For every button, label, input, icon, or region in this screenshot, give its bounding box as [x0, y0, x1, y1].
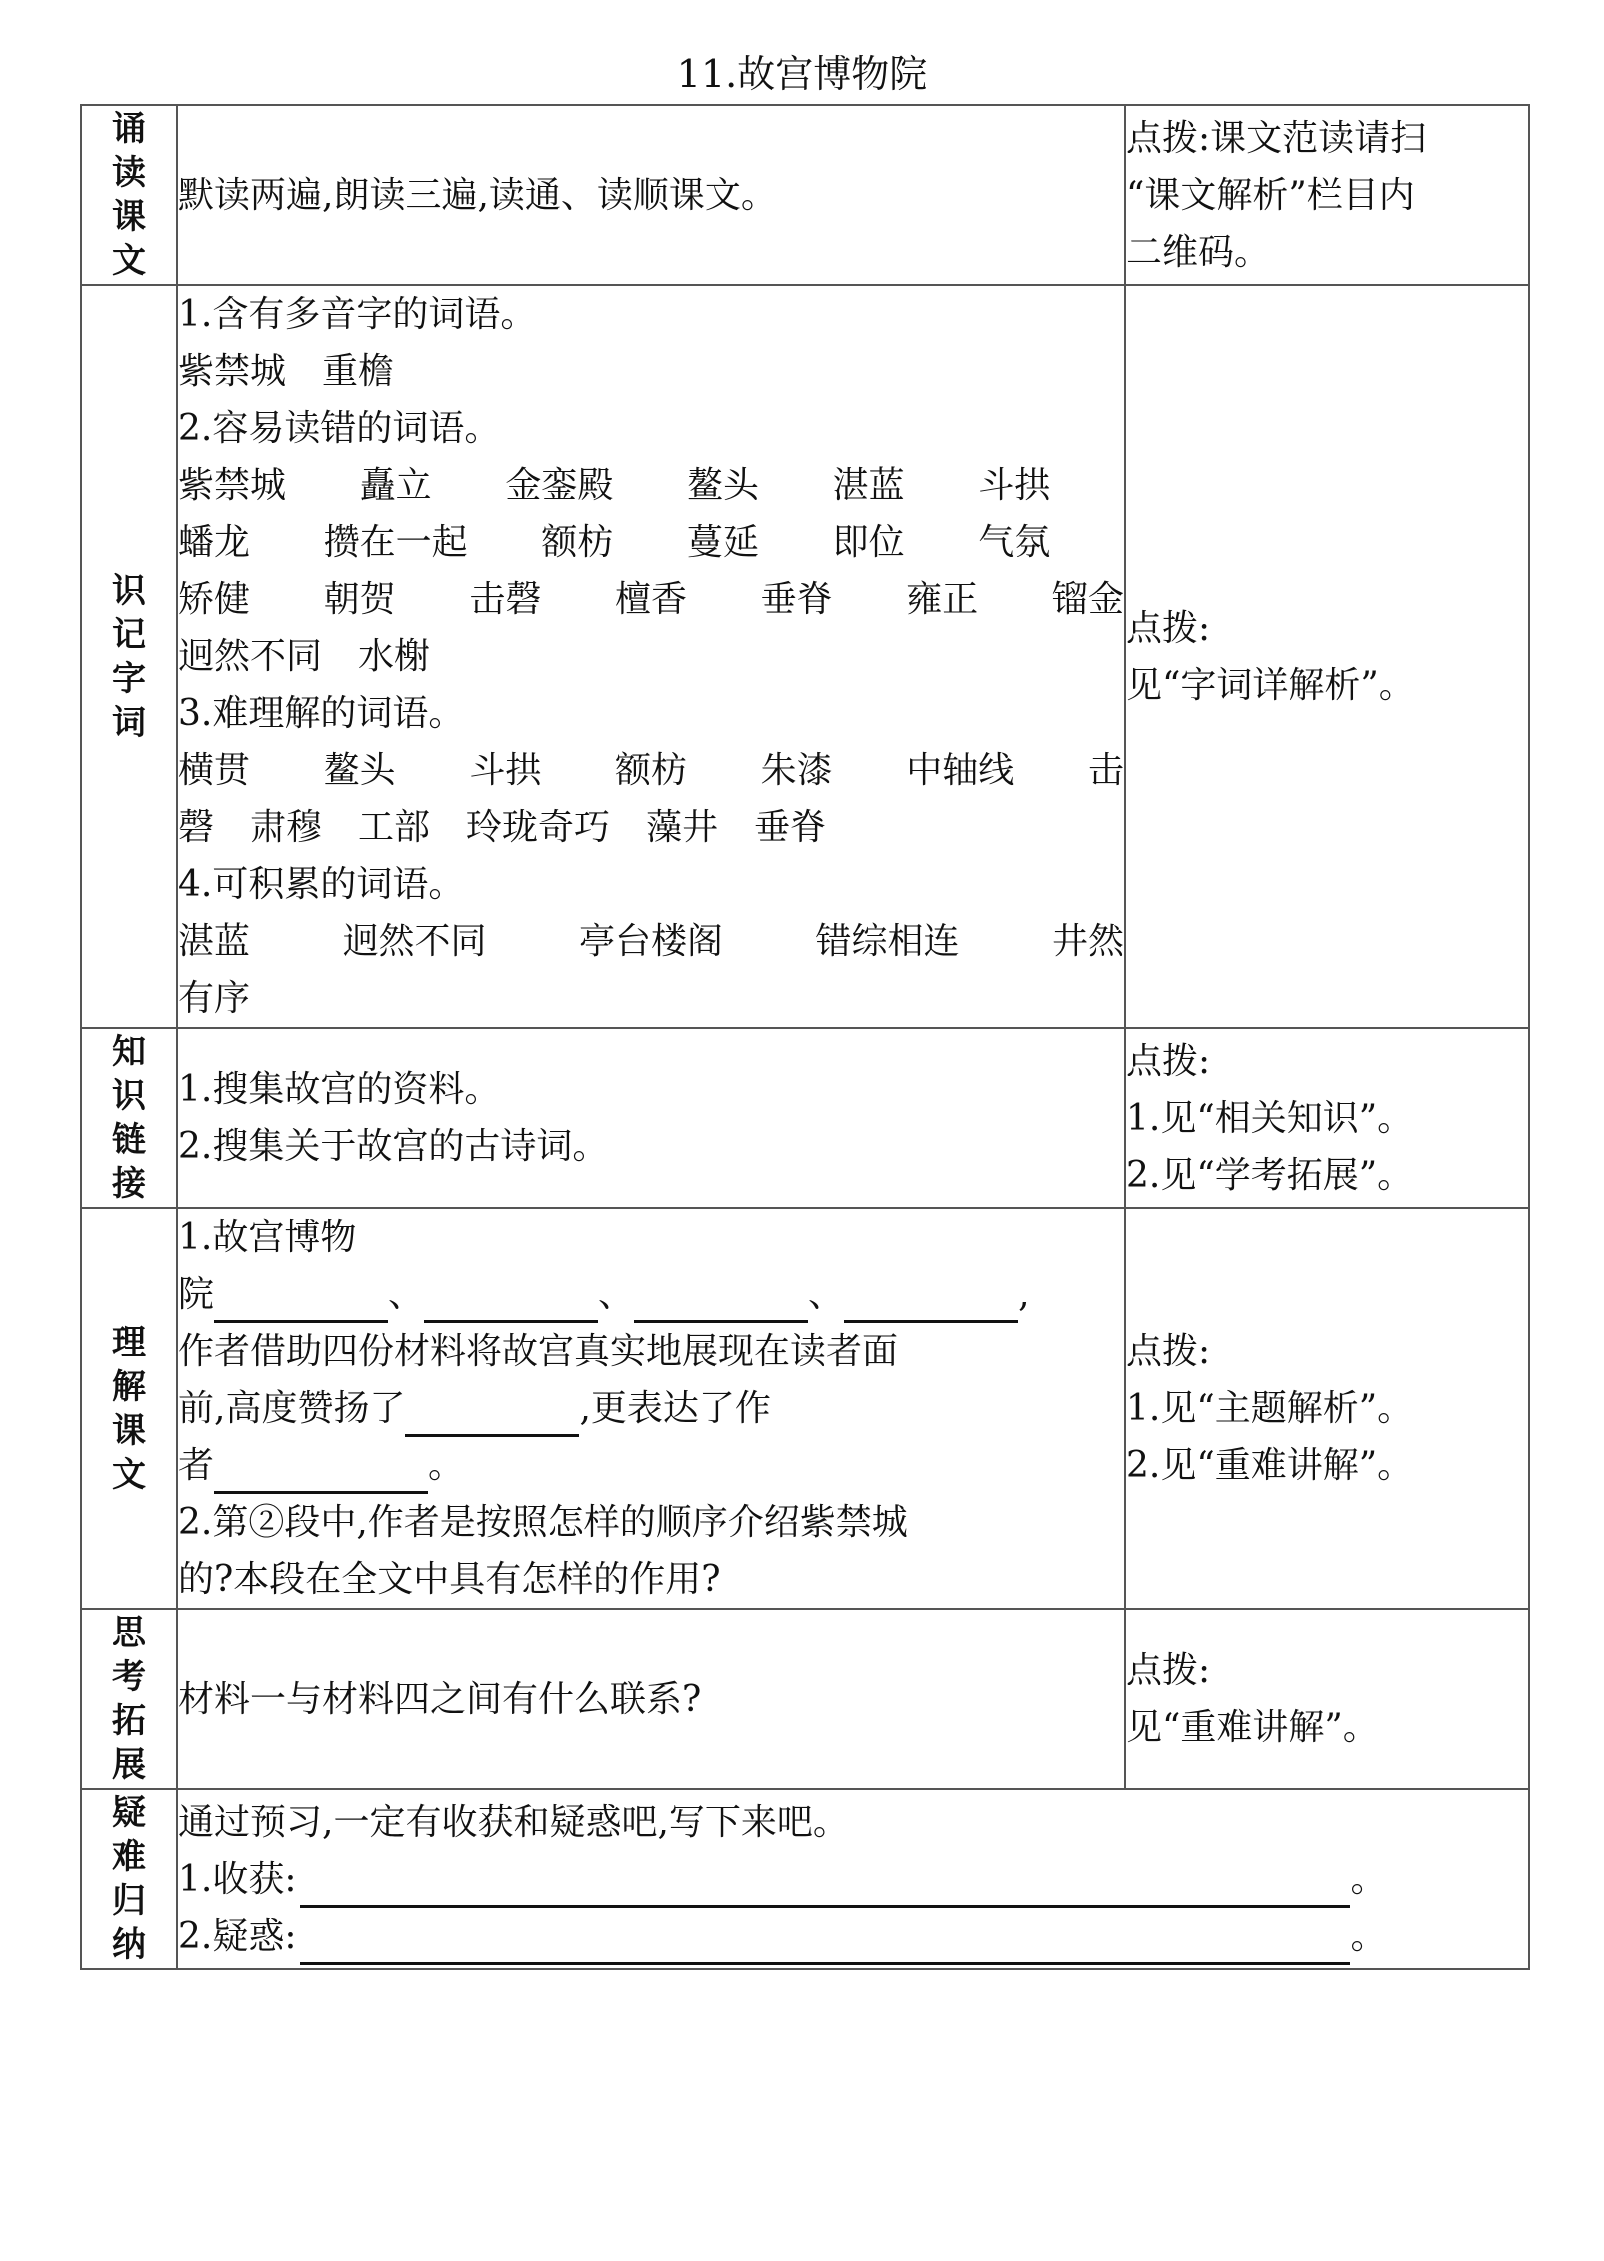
fill-in-line: 前,高度赞扬了 ,更表达了作	[178, 1380, 1124, 1437]
word-row: 矫健 朝贺 击磬 檀香 垂脊 雍正 镏金	[178, 579, 1124, 620]
section-heading: 1.含有多音字的词语。	[178, 294, 537, 335]
word-row: 有序	[178, 978, 251, 1019]
row-label: 理 解 课 文	[81, 1208, 177, 1609]
answer-blank[interactable]	[405, 1392, 579, 1437]
fill-in-line: 院 、 、 、 ,	[178, 1266, 1124, 1323]
word-row: 蟠龙 攒在一起 额枋 蔓延 即位 气氛	[178, 522, 1051, 563]
preview-table	[80, 104, 1530, 1970]
answer-blank[interactable]	[214, 1449, 428, 1494]
answer-blank[interactable]	[214, 1278, 388, 1323]
section-heading: 2.容易读错的词语。	[178, 408, 501, 449]
word-row: 迥然不同 水榭	[178, 636, 431, 677]
doubt-answer-blank[interactable]	[300, 1920, 1350, 1965]
row-vocabulary	[81, 285, 1529, 1028]
row-recite	[81, 105, 1529, 285]
page-title: 11.故宫博物院	[676, 52, 928, 96]
answer-blank[interactable]	[844, 1278, 1018, 1323]
section-heading: 4.可积累的词语。	[178, 864, 465, 905]
answer-blank[interactable]	[424, 1278, 598, 1323]
answer-blank[interactable]	[634, 1278, 808, 1323]
row-content: 1.故宫博物 院 、 、 、 , 作者借助四份材料将故宫真实地展现在读者面 前,高度赞扬了 ,更表达了作 者 。 2.第②段中,作者是按照怎样的顺序介绍紫禁城 的?本段在全文中具有怎样的作用?	[177, 1208, 1125, 1609]
row-label: 知 识 链 接	[81, 1028, 177, 1208]
gain-answer-blank[interactable]	[300, 1863, 1350, 1908]
gain-line: 1.收获: 。	[178, 1851, 1528, 1908]
row-extension	[81, 1609, 1529, 1789]
doubt-line: 2.疑惑: 。	[178, 1908, 1528, 1965]
row-label: 思 考 拓 展	[81, 1609, 177, 1789]
row-comprehension	[81, 1208, 1529, 1609]
word-row: 横贯 鳌头 斗拱 额枋 朱漆 中轴线 击	[178, 750, 1124, 791]
section-heading: 3.难理解的词语。	[178, 693, 465, 734]
word-row: 磬 肃穆 工部 玲珑奇巧 藻井 垂脊	[178, 807, 827, 848]
row-tip: 点拨:课文范读请扫 “课文解析”栏目内 二维码。	[1125, 105, 1529, 285]
row-label: 识 记 字 词	[81, 285, 177, 1028]
row-content: 通过预习,一定有收获和疑惑吧,写下来吧。 1.收获: 。 2.疑惑: 。	[177, 1789, 1529, 1969]
row-label: 诵 读 课 文	[81, 105, 177, 285]
row-label: 疑 难 归 纳	[81, 1789, 177, 1969]
fill-in-line: 者 。	[178, 1437, 1124, 1494]
row-content: 默读两遍,朗读三遍,读通、读顺课文。	[177, 105, 1125, 285]
row-content: 1.搜集故宫的资料。 2.搜集关于故宫的古诗词。	[177, 1028, 1125, 1208]
row-knowledge-link	[81, 1028, 1529, 1208]
row-content: 材料一与材料四之间有什么联系?	[177, 1609, 1125, 1789]
row-tip: 点拨: 见“重难讲解”。	[1125, 1609, 1529, 1789]
row-summary	[81, 1789, 1529, 1969]
row-tip: 点拨: 1.见“相关知识”。 2.见“学考拓展”。	[1125, 1028, 1529, 1208]
word-row: 紫禁城 矗立 金銮殿 鳌头 湛蓝 斗拱	[178, 465, 1051, 506]
row-content	[177, 285, 1125, 1028]
word-row: 湛蓝 迥然不同 亭台楼阁 错综相连 井然	[178, 921, 1124, 962]
row-tip: 点拨: 1.见“主题解析”。 2.见“重难讲解”。	[1125, 1208, 1529, 1609]
polyphonic-words: 紫禁城 重檐	[178, 351, 395, 392]
row-tip: 点拨: 见“字词详解析”。	[1125, 285, 1529, 1028]
